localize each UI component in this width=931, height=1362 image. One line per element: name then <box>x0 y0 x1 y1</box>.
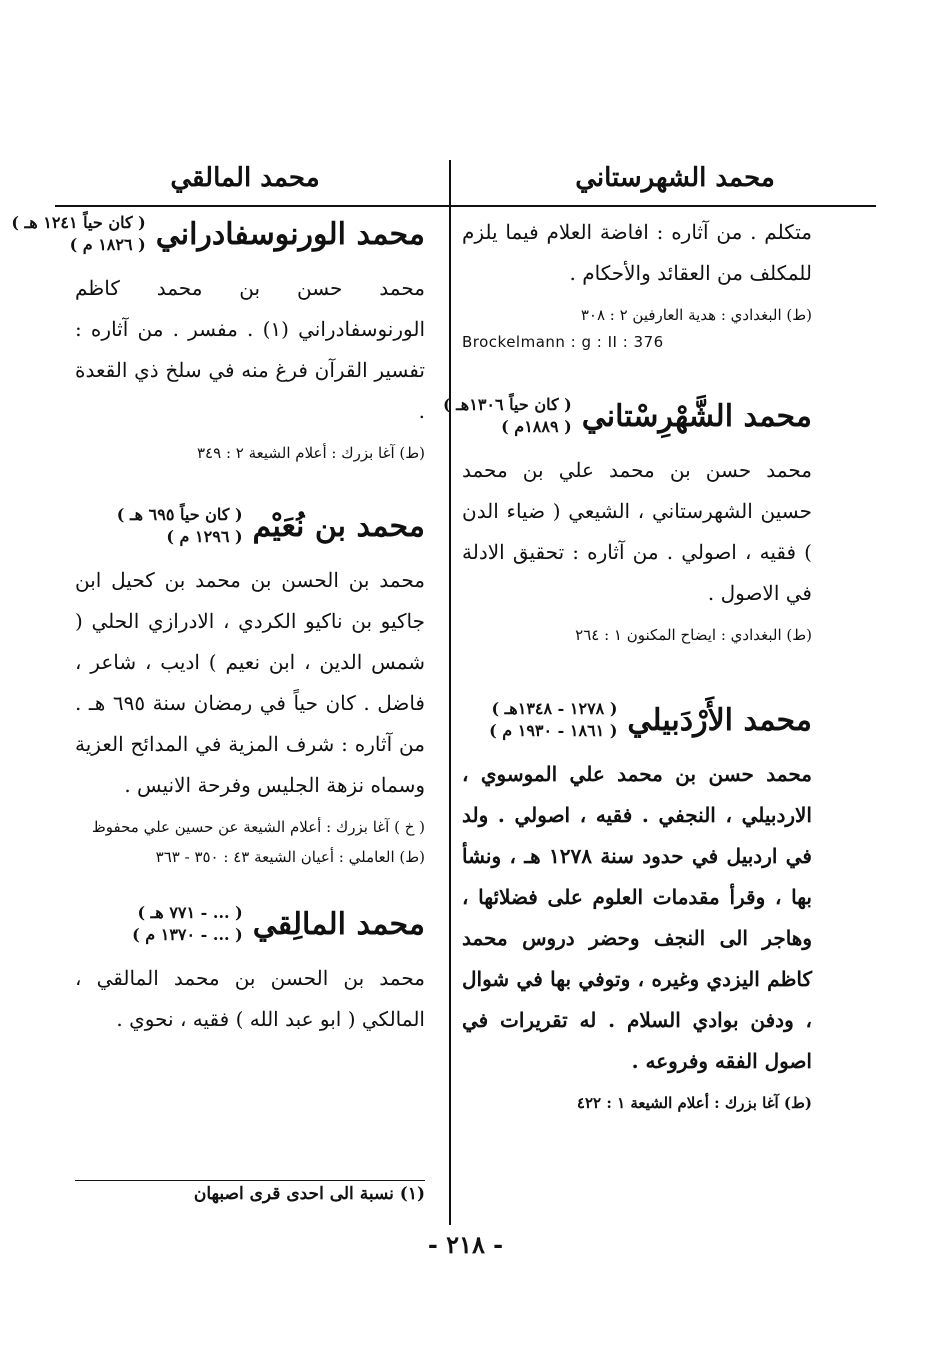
dates-gregorian: ( ١٨٢٦ م ) <box>69 235 146 254</box>
continuation-text: متكلم . من آثاره : افاضة العلام فيما يلزم للمكلف من العقائد والأحكام . <box>462 220 812 285</box>
entry-text: محمد بن الحسن بن محمد المالقي ، المالكي ( ابو عبد الله ) فقيه ، نحوي . <box>75 966 425 1031</box>
dates-hijri: ( ١٢٧٨ - ١٣٤٨هـ ) <box>491 699 618 718</box>
continuation-source-latin: Brockelmann : g : II : 376 <box>462 333 664 351</box>
dates-hijri: ( كان حياً ١٣٠٦هـ ) <box>442 395 572 414</box>
entry-source: ( خ ) آغا بزرك : أعلام الشيعة عن حسين علي محفوظ <box>91 818 425 836</box>
entry-name: محمد الأَرْدَبيلي <box>627 702 812 738</box>
left-column <box>11 212 425 1040</box>
column-divider <box>449 160 451 1225</box>
entry-shahristani <box>442 394 812 650</box>
page-number: - ٢١٨ - <box>427 1230 504 1259</box>
entry-source-2: (ط) العاملي : أعيان الشيعة ٤٣ : ٣٥٠ - ٣٦٣ <box>155 848 425 866</box>
entry-text: محمد بن الحسن بن محمد بن كحيل ابن جاكيو بن ناكيو الكردي ، الادرازي الحلي ( شمس الدين ، ابن نعيم ) اديب ، شاعر ، فاضل . كان حياً في رمضان سنة ٦٩٥ هـ . من آثاره : شرف المزية في المدائح العزية وسماه نزهة الجليس وفرحة الانيس . <box>75 568 425 797</box>
entry-dates <box>443 394 572 438</box>
entry-dates <box>11 212 145 256</box>
dates-hijri: ( كان حياً ٦٩٥ هـ ) <box>116 505 243 524</box>
entry-dates <box>489 698 617 742</box>
entry-source: (ط) البغدادي : ايضاح المكنون ١ : ٢٦٤ <box>575 626 812 644</box>
entry-ardabili <box>462 698 812 1118</box>
dates-hijri: ( كان حياً ١٢٤١ هـ ) <box>11 213 146 232</box>
entry-text: محمد حسن بن محمد علي الموسوي ، الاردبيلي ، النجفي . فقيه ، اصولي . ولد في اردبيل في حدود سنة ١٢٧٨ هـ ، ونشأ بها ، وقرأ مقدمات العلوم على فضلائها ، وهاجر الى النجف وحضر دروس محمد كاظم اليزدي وغيره ، وتوفي بها في شوال ، ودفن بوادي السلام . له تقريرات في اصول الفقه وفروعه . <box>462 762 812 1073</box>
entry-text: محمد حسن بن محمد كاظم الورنوسفادراني (١) . مفسر . من آثاره : تفسير القرآن فرغ منه في سلخ ذي القعدة . <box>75 276 425 423</box>
right-column <box>442 212 812 1118</box>
dates-gregorian: ( ١٨٨٩م ) <box>501 417 572 436</box>
entry-dates <box>117 504 243 548</box>
running-head-left: محمد المالقي <box>170 163 320 193</box>
entry-header <box>442 394 812 438</box>
header-rule <box>55 205 876 207</box>
entry-header <box>11 212 425 256</box>
dates-gregorian: ( ١٨٦١ - ١٩٣٠ م ) <box>489 721 618 740</box>
entry-ibn-nuaym <box>75 504 425 872</box>
footnote-rule <box>75 1180 425 1181</box>
dates-hijri: ( ... - ٧٧١ هـ ) <box>137 903 243 922</box>
continuation-source: (ط) البغدادي : هدية العارفين ٢ : ٣٠٨ <box>580 306 812 324</box>
entry-header <box>75 902 425 946</box>
entry-name: محمد الشَّهْرِسْتاني <box>581 398 812 434</box>
footnote: (١) نسبة الى احدى قرى اصبهان <box>193 1184 425 1204</box>
dates-gregorian: ( ... - ١٣٧٠ م ) <box>132 925 243 944</box>
dates-gregorian: ( ١٢٩٦ م ) <box>166 527 243 546</box>
entry-dates <box>132 902 243 946</box>
entry-name: محمد بن نُعَيْم <box>252 508 425 544</box>
entry-header <box>462 698 812 742</box>
running-head-right: محمد الشهرستاني <box>575 163 775 193</box>
entry-source: (ط) آغا بزرك : أعلام الشيعة ٢ : ٣٤٩ <box>197 444 425 462</box>
entry-source: (ط) آغا بزرك : أعلام الشيعة ١ : ٤٢٢ <box>576 1094 812 1112</box>
entry-header <box>75 504 425 548</box>
entry-malaqi <box>75 902 425 1040</box>
entry-text: محمد حسن بن محمد علي بن محمد حسين الشهرستاني ، الشيعي ( ضياء الدن ) فقيه ، اصولي . من آثاره : تحقيق الادلة في الاصول . <box>462 458 812 605</box>
entry-warnusfadrani <box>11 212 425 468</box>
entry-name: محمد الورنوسفادراني <box>155 216 425 252</box>
entry-name: محمد المالِقي <box>252 906 425 942</box>
